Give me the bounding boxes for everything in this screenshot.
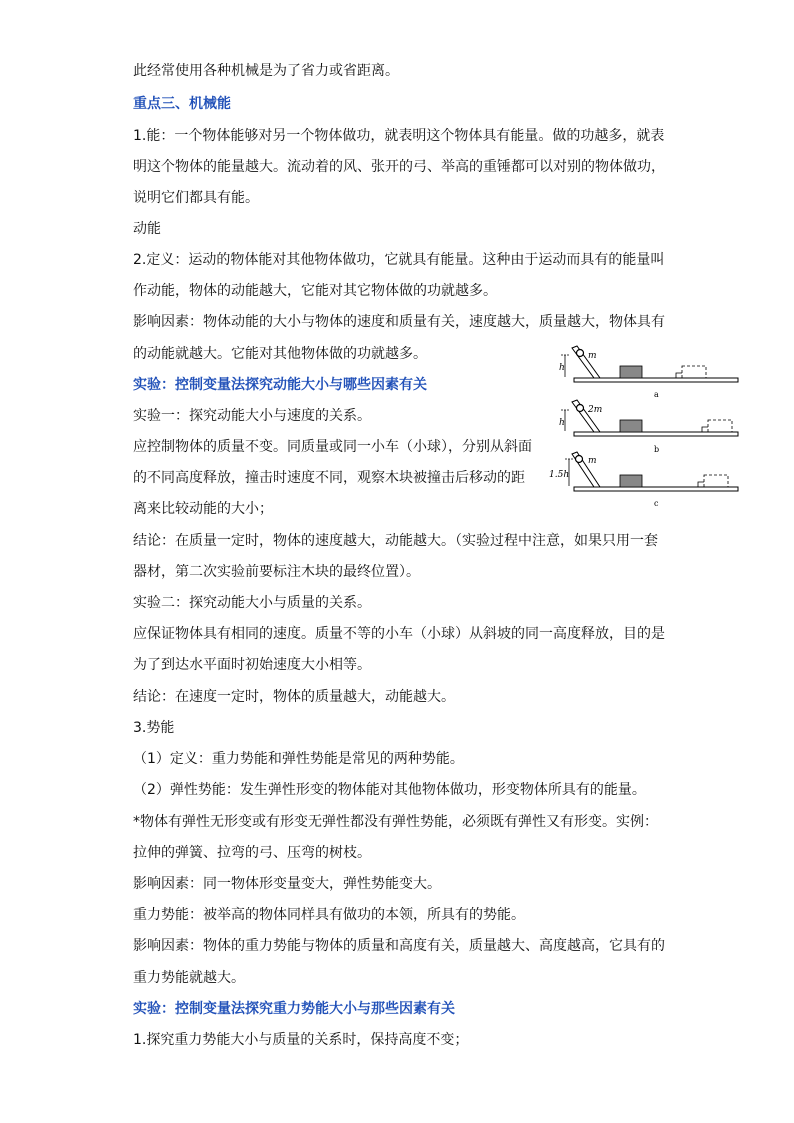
experiment-heading: 实验：控制变量法探究动能大小与哪些因素有关: [133, 377, 427, 393]
text-line: 2.定义：运动的物体能对其他物体做功，它就具有能量。这种由于运动而具有的能量叫: [133, 252, 665, 268]
text-line: 重力势能：被举高的物体同样具有做功的本领，所具有的势能。: [133, 907, 525, 923]
text-line: 实验一：探究动能大小与速度的关系。: [133, 408, 371, 424]
text-line: 作动能，物体的动能越大，它能对其它物体做的功就越多。: [133, 283, 497, 299]
text-line: 此经常使用各种机械是为了省力或省距离。: [133, 63, 399, 79]
text-line: 明这个物体的能量越大。流动着的风、张开的弓、举高的重锤都可以对别的物体做功，: [133, 159, 665, 175]
setup-tag: a: [654, 390, 659, 399]
mass-label: m: [588, 351, 597, 361]
ball: [576, 456, 583, 463]
text-line: 1.能：一个物体能够对另一个物体做功，就表明这个物体具有能量。做的功越多，就表: [133, 128, 665, 144]
text-line: 的不同高度释放，撞击时速度不同，观察木块被撞击后移动的距: [133, 470, 525, 486]
setup-c: [549, 452, 738, 508]
mass-label: m: [588, 456, 597, 466]
setup-a: [559, 346, 738, 399]
text-line: 影响因素：物体动能的大小与物体的速度和质量有关，速度越大，质量越大，物体具有: [133, 314, 665, 330]
text-line: 影响因素：同一物体形变量变大，弹性势能变大。: [133, 876, 441, 892]
wood-block: [620, 420, 642, 432]
height-label: h: [559, 363, 565, 373]
kinetic-energy-experiment-figure: [548, 342, 748, 512]
text-line: 为了到达水平面时初始速度大小相等。: [133, 657, 371, 673]
wood-block: [620, 366, 642, 378]
text-line: 动能: [133, 221, 161, 237]
setup-tag: b: [654, 445, 660, 454]
text-line: 实验二：探究动能大小与质量的关系。: [133, 595, 371, 611]
text-line: （1）定义：重力势能和弹性势能是常见的两种势能。: [133, 751, 464, 767]
setup-b: [559, 400, 738, 454]
text-line: 3.势能: [133, 720, 175, 736]
mass-label: 2m: [588, 405, 603, 415]
text-line: 重力势能就越大。: [133, 970, 245, 986]
text-line: 离来比较动能的大小；: [133, 501, 273, 517]
text-line: 拉伸的弹簧、拉弯的弓、压弯的树枝。: [133, 845, 371, 861]
text-line: 器材，第二次实验前要标注木块的最终位置）。: [133, 564, 420, 580]
section-heading: 重点三、机械能: [133, 96, 231, 112]
text-line: *物体有弹性无形变或有形变无弹性都没有弹性势能，必须既有弹性又有形变。实例：: [133, 814, 658, 830]
text-line: 结论：在速度一定时，物体的质量越大，动能越大。: [133, 689, 455, 705]
text-line: 应保证物体具有相同的速度。质量不等的小车（小球）从斜坡的同一高度释放，目的是: [133, 626, 665, 642]
wood-block: [620, 475, 642, 487]
experiment-heading: 实验：控制变量法探究重力势能大小与那些因素有关: [133, 1001, 455, 1017]
height-label: h: [559, 418, 565, 428]
text-line: 1.探究重力势能大小与质量的关系时，保持高度不变；: [133, 1032, 469, 1048]
ball: [577, 350, 584, 357]
text-line: 说明它们都具有能。: [133, 190, 259, 206]
text-line: 的动能就越大。它能对其他物体做的功就越多。: [133, 346, 427, 362]
text-line: 应控制物体的质量不变。同质量或同一小车（小球），分别从斜面: [133, 439, 532, 455]
text-line: 影响因素：物体的重力势能与物体的质量和高度有关，质量越大、高度越高，它具有的: [133, 938, 665, 954]
height-label: 1.5h: [549, 470, 570, 480]
setup-tag: c: [654, 499, 659, 508]
text-line: （2）弹性势能：发生弹性形变的物体能对其他物体做功，形变物体所具有的能量。: [133, 782, 646, 798]
text-line: 结论：在质量一定时，物体的速度越大，动能越大。（实验过程中注意，如果只用一套: [133, 533, 658, 549]
ball: [577, 405, 584, 412]
